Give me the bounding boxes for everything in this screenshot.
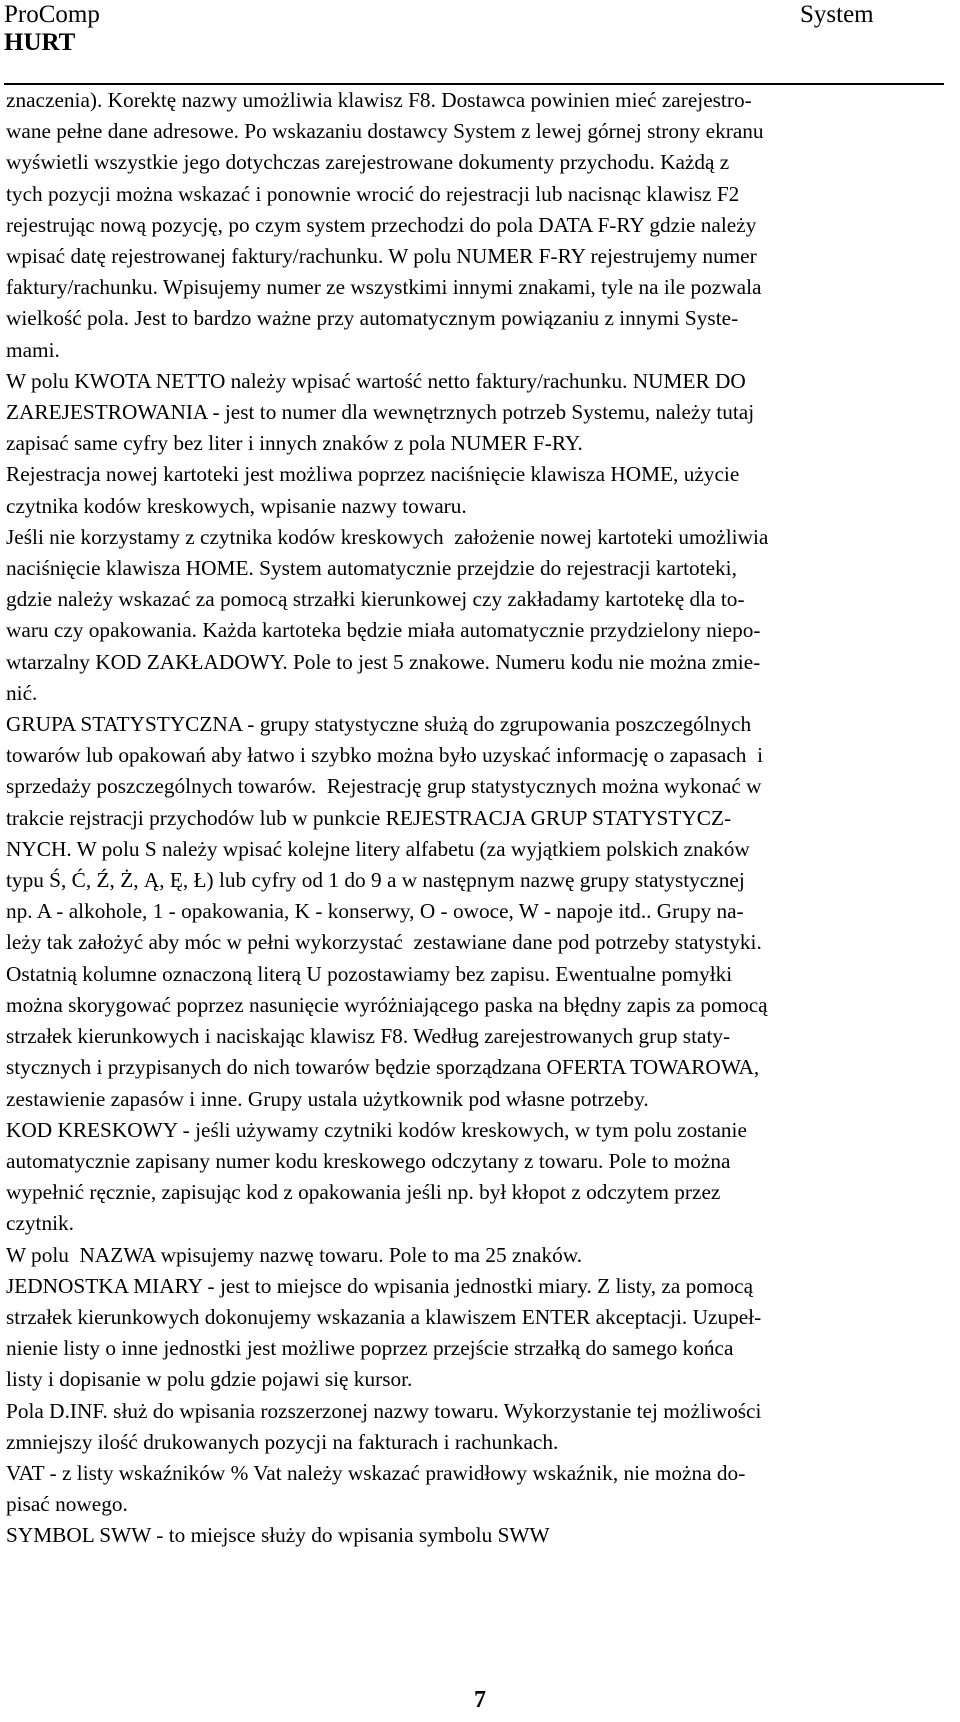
- text-line: zapisać same cyfry bez liter i innych znaków z pola NUMER F-RY.: [6, 431, 583, 456]
- text-line: leży tak założyć aby móc w pełni wykorzystać zestawiane dane pod potrzeby statystyki.: [6, 930, 762, 955]
- document-body: [6, 85, 954, 1552]
- text-line: W polu KWOTA NETTO należy wpisać wartość netto faktury/rachunku. NUMER DO: [6, 368, 746, 393]
- brand-suffix: HURT: [4, 29, 76, 56]
- text-line: wyświetli wszystkie jego dotychczas zarejestrowane dokumenty przychodu. Każdą z: [6, 150, 730, 175]
- text-line: SYMBOL SWW - to miejsce służy do wpisania symbolu SWW: [6, 1523, 550, 1548]
- text-line: wpisać datę rejestrowanej faktury/rachunku. W polu NUMER F-RY rejestrujemy numer: [6, 244, 757, 269]
- text-line: automatycznie zapisany numer kodu kreskowego odczytany z towaru. Pole to można: [6, 1148, 731, 1173]
- text-line: rejestrując nową pozycję, po czym system przechodzi do pola DATA F-RY gdzie należy: [6, 212, 757, 237]
- text-line: wtarzalny KOD ZAKŁADOWY. Pole to jest 5 znakowe. Numeru kodu nie można zmie-: [6, 649, 761, 674]
- text-line: strzałek kierunkowych i naciskając klawisz F8. Według zarejestrowanych grup staty-: [6, 1024, 731, 1049]
- text-line: np. A - alkohole, 1 - opakowania, K - konserwy, O - owoce, W - napoje itd.. Grupy na-: [6, 899, 744, 924]
- text-line: trakcie rejstracji przychodów lub w punkcie REJESTRACJA GRUP STATYSTYCZ-: [6, 805, 732, 830]
- text-line: tych pozycji można wskazać i ponownie wrocić do rejestracji lub nacisnąc klawisz F2: [6, 181, 740, 206]
- brand-name: ProComp: [4, 1, 100, 28]
- text-line: zestawienie zapasów i inne. Grupy ustala użytkownik pod własne potrzeby.: [6, 1086, 649, 1111]
- text-line: stycznych i przypisanych do nich towarów będzie sporządzana OFERTA TOWAROWA,: [6, 1055, 760, 1080]
- text-line: VAT - z listy wskaźników % Vat należy wskazać prawidłowy wskaźnik, nie można do-: [6, 1460, 746, 1485]
- text-line: pisać nowego.: [6, 1492, 128, 1517]
- text-line: NYCH. W polu S należy wpisać kolejne litery alfabetu (za wyjątkiem polskich znaków: [6, 836, 750, 861]
- text-line: znaczenia). Korektę nazwy umożliwia klawisz F8. Dostawca powinien mieć zarejestro-: [6, 88, 752, 112]
- text-line: JEDNOSTKA MIARY - jest to miejsce do wpisania jednostki miary. Z listy, za pomocą: [6, 1273, 754, 1298]
- text-line: nić.: [6, 680, 38, 705]
- text-line: sprzedaży poszczególnych towarów. Rejestrację grup statystycznych można wykonać w: [6, 774, 762, 799]
- text-line: Pola D.INF. służ do wpisania rozszerzonej nazwy towaru. Wykorzystanie tej możliwości: [6, 1398, 762, 1423]
- text-line: Ostatnią kolumne oznaczoną literą U pozostawiamy bez zapisu. Ewentualne pomyłki: [6, 961, 733, 986]
- text-line: wane pełne dane adresowe. Po wskazaniu dostawcy System z lewej górnej strony ekranu: [6, 119, 764, 144]
- text-line: Rejestracja nowej kartoteki jest możliwa poprzez naciśnięcie klawisza HOME, użycie: [6, 462, 740, 487]
- text-line: naciśnięcie klawisza HOME. System automatycznie przejdzie do rejestracji kartoteki,: [6, 556, 737, 581]
- text-line: Jeśli nie korzystamy z czytnika kodów kreskowych założenie nowej kartoteki umożliwia: [6, 524, 769, 549]
- text-line: ZAREJESTROWANIA - jest to numer dla wewnętrznych potrzeb Systemu, należy tutaj: [6, 400, 755, 425]
- text-line: faktury/rachunku. Wpisujemy numer ze wszystkimi innymi znakami, tyle na ile pozwala: [6, 275, 762, 300]
- text-line: listy i dopisanie w polu gdzie pojawi się kursor.: [6, 1367, 413, 1392]
- text-line: czytnik.: [6, 1211, 75, 1236]
- text-line: wielkość pola. Jest to bardzo ważne przy automatycznym powiązaniu z innymi Syste-: [6, 306, 739, 331]
- text-line: towarów lub opakowań aby łatwo i szybko można było uzyskać informację o zapasach i: [6, 743, 763, 768]
- text-line: wypełnić ręcznie, zapisując kod z opakowania jeśli np. był kłopot z odczytem przez: [6, 1180, 721, 1205]
- text-line: nienie listy o inne jednostki jest możliwe poprzez przejście strzałką do samego końca: [6, 1336, 734, 1361]
- text-line: GRUPA STATYSTYCZNA - grupy statystyczne służą do zgrupowania poszczególnych: [6, 712, 752, 737]
- text-line: gdzie należy wskazać za pomocą strzałki kierunkowej czy zakładamy kartotekę dla to-: [6, 587, 745, 612]
- text-line: mami.: [6, 337, 60, 362]
- text-line: typu Ś, Ć, Ź, Ż, Ą, Ę, Ł) lub cyfry od 1 do 9 a w następnym nazwę grupy statystycznej: [6, 868, 745, 893]
- text-line: można skorygować poprzez nasunięcie wyróżniającego paska na błędny zapis za pomocą: [6, 992, 768, 1017]
- text-line: KOD KRESKOWY - jeśli używamy czytniki kodów kreskowych, w tym polu zostanie: [6, 1117, 747, 1142]
- text-line: czytnika kodów kreskowych, wpisanie nazwy towaru.: [6, 493, 467, 518]
- text-line: strzałek kierunkowych dokonujemy wskazania a klawiszem ENTER akceptacji. Uzupeł-: [6, 1304, 762, 1329]
- system-label: System: [800, 1, 874, 28]
- page-header: [4, 0, 944, 78]
- text-line: W polu NAZWA wpisujemy nazwę towaru. Pole to ma 25 znaków.: [6, 1242, 583, 1267]
- text-line: waru czy opakowania. Każda kartoteka będzie miała automatycznie przydzielony niepo-: [6, 618, 761, 643]
- page-number: 7: [474, 1687, 486, 1713]
- text-line: zmniejszy ilość drukowanych pozycji na fakturach i rachunkach.: [6, 1429, 559, 1454]
